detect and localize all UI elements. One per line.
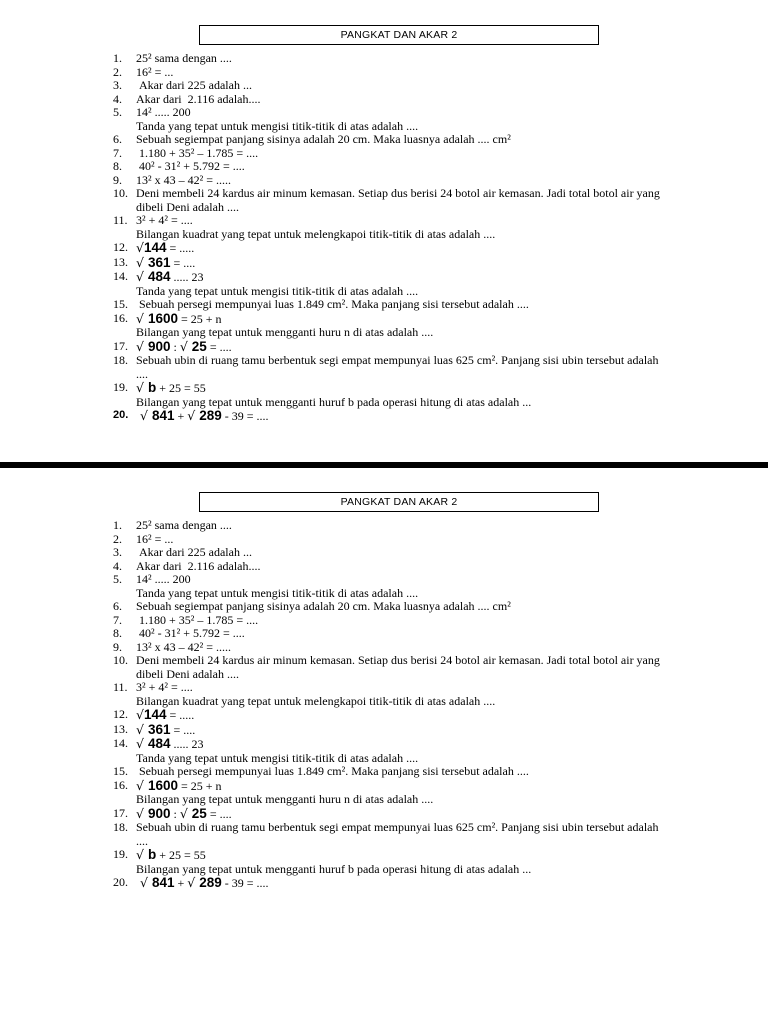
question-note	[0, 752, 768, 766]
sqrt-symbol: √	[187, 875, 200, 890]
question-number: 8.	[113, 159, 122, 173]
question-text: = .....	[166, 708, 195, 722]
sqrt-symbol: √	[187, 408, 200, 423]
question-text: 25² sama dengan ....	[136, 51, 232, 65]
sqrt-symbol: √	[179, 338, 192, 354]
question-text: Tanda yang tepat untuk mengisi titik-titik di atas adalah ....	[136, 118, 419, 133]
radicand: 361	[147, 254, 171, 270]
radicand: b	[147, 847, 157, 862]
question-number: 18.	[113, 353, 128, 367]
question-item	[0, 848, 768, 863]
operator: +	[174, 876, 188, 890]
question-text: Sebuah persegi mempunyai luas 1.849 cm². Maka panjang sisi tersebut adalah ....	[136, 297, 529, 311]
sqrt-symbol: √	[136, 777, 148, 793]
question-text: Bilangan kuadrat yang tepat untuk melengkapoi titik-titik di atas adalah ....	[136, 226, 496, 241]
worksheet-title: PANGKAT DAN AKAR 2	[199, 492, 599, 512]
question-text: - 39 = ....	[221, 409, 269, 423]
question-number: 19.	[113, 380, 128, 394]
question-number: 3.	[113, 545, 122, 559]
question-number: 18.	[113, 820, 128, 834]
sqrt-symbol: √	[136, 310, 148, 326]
question-item	[0, 681, 768, 695]
question-item	[0, 519, 768, 533]
question-text: Deni membeli 24 kardus air minum kemasan. Setiap dus berisi 24 botol air kemasan. Jadi total botol air yang dibeli Deni adalah ....	[136, 186, 663, 214]
question-text: Bilangan yang tepat untuk mengganti huru n di atas adalah ....	[136, 792, 434, 806]
question-item	[0, 52, 768, 66]
question-note	[0, 285, 768, 299]
question-number: 12.	[113, 240, 128, 254]
question-number: 3.	[113, 78, 122, 92]
question-text: 14² ..... 200	[136, 572, 191, 586]
question-number: 17.	[113, 805, 128, 820]
question-item	[0, 79, 768, 93]
question-note	[0, 120, 768, 134]
radicand: 25	[191, 805, 207, 821]
question-text: 16² = ...	[136, 64, 174, 79]
sqrt-symbol: √	[136, 707, 144, 722]
radicand: 484	[147, 736, 171, 751]
question-text: = 25 + n	[178, 778, 222, 793]
sqrt-symbol: √	[136, 240, 144, 255]
question-text: 40² - 31² + 5.792 = ....	[136, 159, 245, 173]
sqrt-symbol: √	[179, 805, 192, 821]
question-text: = ....	[170, 255, 196, 270]
question-item	[0, 174, 768, 188]
question-text: ..... 23	[170, 270, 204, 284]
question-item	[0, 614, 768, 628]
question-item	[0, 876, 768, 891]
question-number: 1.	[113, 518, 122, 532]
question-number: 13.	[113, 254, 128, 269]
question-text: Deni membeli 24 kardus air minum kemasan. Setiap dus berisi 24 botol air kemasan. Jadi total botol air yang dibeli Deni adalah ....	[136, 653, 663, 681]
question-text: Sebuah ubin di ruang tamu berbentuk segi empat mempunyai luas 625 cm². Panjang sisi ubin tersebut adalah ....	[136, 820, 662, 848]
question-text: - 39 = ....	[221, 876, 269, 890]
question-text: Bilangan kuadrat yang tepat untuk melengkapoi titik-titik di atas adalah ....	[136, 693, 496, 708]
question-item	[0, 381, 768, 396]
radicand: 1600	[147, 777, 178, 793]
question-item	[0, 340, 768, 355]
question-number: 15.	[113, 764, 128, 778]
question-text: ..... 23	[170, 737, 204, 751]
question-item	[0, 93, 768, 107]
question-item	[0, 312, 768, 327]
question-item	[0, 66, 768, 80]
question-number: 5.	[113, 572, 122, 586]
question-number: 1.	[113, 51, 122, 65]
radicand: 289	[199, 408, 222, 423]
sqrt-symbol: √	[136, 338, 148, 354]
radicand: 841	[151, 875, 175, 890]
question-note	[0, 587, 768, 601]
question-text: Sebuah persegi mempunyai luas 1.849 cm². Maka panjang sisi tersebut adalah ....	[136, 764, 529, 778]
question-text: 40² - 31² + 5.792 = ....	[136, 626, 245, 640]
question-text: Akar dari 2.116 adalah....	[136, 558, 261, 573]
question-text: 13² x 43 – 42² = .....	[136, 639, 231, 654]
question-number: 8.	[113, 626, 122, 640]
question-item	[0, 708, 768, 723]
question-number: 10.	[113, 653, 128, 667]
radicand: 841	[151, 408, 175, 423]
question-number: 20.	[113, 875, 128, 889]
radicand: 289	[199, 875, 222, 890]
question-number: 13.	[113, 721, 128, 736]
question-text: Tanda yang tepat untuk mengisi titik-titik di atas adalah ....	[136, 585, 419, 600]
question-list	[0, 52, 768, 424]
question-item	[0, 187, 768, 214]
question-item	[0, 546, 768, 560]
question-text: Sebuah segiempat panjang sisinya adalah 20 cm. Maka luasnya adalah .... cm²	[136, 132, 511, 146]
radicand: 484	[147, 269, 171, 284]
radicand: b	[147, 380, 157, 395]
question-number: 2.	[113, 64, 122, 79]
sqrt-symbol: √	[136, 721, 148, 737]
sqrt-symbol: √	[136, 847, 148, 862]
operator: :	[170, 806, 180, 821]
question-note	[0, 326, 768, 340]
radicand: 25	[191, 338, 207, 354]
question-text: + 25 = 55	[156, 848, 206, 862]
question-number: 2.	[113, 531, 122, 546]
question-item	[0, 573, 768, 587]
question-text: Bilangan yang tepat untuk mengganti huru n di atas adalah ....	[136, 325, 434, 339]
question-item	[0, 270, 768, 285]
question-text: Sebuah ubin di ruang tamu berbentuk segi empat mempunyai luas 625 cm². Panjang sisi ubin tersebut adalah ....	[136, 353, 662, 381]
question-number: 9.	[113, 639, 122, 654]
question-number: 17.	[113, 338, 128, 353]
question-text: + 25 = 55	[156, 381, 206, 395]
sqrt-symbol: √	[136, 408, 152, 423]
question-text: 25² sama dengan ....	[136, 518, 232, 532]
question-item	[0, 654, 768, 681]
question-item	[0, 600, 768, 614]
sqrt-symbol: √	[136, 875, 152, 890]
question-number: 5.	[113, 105, 122, 119]
question-item	[0, 560, 768, 574]
question-item	[0, 133, 768, 147]
question-text: Tanda yang tepat untuk mengisi titik-titik di atas adalah ....	[136, 750, 419, 765]
question-text: = ....	[170, 722, 196, 737]
question-note	[0, 228, 768, 242]
question-number: 7.	[113, 612, 122, 627]
question-text: 16² = ...	[136, 531, 174, 546]
question-text: Tanda yang tepat untuk mengisi titik-titik di atas adalah ....	[136, 283, 419, 298]
radicand: 1600	[147, 310, 178, 326]
question-item	[0, 354, 768, 381]
question-number: 16.	[113, 310, 128, 325]
question-number: 11.	[113, 213, 128, 227]
operator: :	[170, 339, 180, 354]
radicand: 900	[147, 338, 171, 354]
question-item	[0, 241, 768, 256]
sqrt-symbol: √	[136, 380, 148, 395]
sqrt-symbol: √	[136, 805, 148, 821]
question-number: 7.	[113, 145, 122, 160]
question-number: 4.	[113, 91, 122, 106]
radicand: 361	[147, 721, 171, 737]
question-number: 6.	[113, 132, 122, 146]
question-text: 1.180 + 35² – 1.785 = ....	[136, 612, 259, 627]
question-number: 20.	[113, 409, 129, 421]
operator: +	[174, 409, 188, 423]
question-text: 14² ..... 200	[136, 105, 191, 119]
question-number: 19.	[113, 847, 128, 861]
question-number: 9.	[113, 172, 122, 187]
page-divider	[0, 462, 768, 468]
question-text: Akar dari 225 adalah ...	[136, 78, 252, 92]
question-item	[0, 641, 768, 655]
question-item	[0, 533, 768, 547]
question-text: 1.180 + 35² – 1.785 = ....	[136, 145, 259, 160]
question-number: 4.	[113, 558, 122, 573]
question-text: Bilangan yang tepat untuk mengganti huruf b pada operasi hitung di atas adalah ...	[136, 861, 532, 876]
question-number: 16.	[113, 777, 128, 792]
question-item	[0, 627, 768, 641]
question-text: Bilangan yang tepat untuk mengganti huruf b pada operasi hitung di atas adalah ...	[136, 394, 532, 409]
question-item	[0, 106, 768, 120]
question-note	[0, 793, 768, 807]
question-number: 10.	[113, 186, 128, 200]
question-number: 12.	[113, 707, 128, 721]
question-text: Akar dari 225 adalah ...	[136, 545, 252, 559]
question-item	[0, 807, 768, 822]
question-item	[0, 821, 768, 848]
radicand: 144	[143, 240, 167, 255]
question-item	[0, 256, 768, 271]
question-number: 15.	[113, 297, 128, 311]
question-text: 13² x 43 – 42² = .....	[136, 172, 231, 187]
question-item	[0, 737, 768, 752]
question-note	[0, 396, 768, 410]
question-item	[0, 723, 768, 738]
question-number: 14.	[113, 736, 128, 750]
question-text: = ....	[206, 339, 232, 354]
question-item	[0, 160, 768, 174]
question-text: 3² + 4² = ....	[136, 213, 193, 227]
question-number: 14.	[113, 269, 128, 283]
question-text: = .....	[166, 241, 195, 255]
question-text: = 25 + n	[178, 311, 222, 326]
question-item	[0, 214, 768, 228]
question-item	[0, 779, 768, 794]
question-note	[0, 695, 768, 709]
radicand: 900	[147, 805, 171, 821]
sqrt-symbol: √	[136, 254, 148, 270]
question-note	[0, 863, 768, 877]
sqrt-symbol: √	[136, 736, 148, 751]
question-list	[0, 519, 768, 891]
question-number: 6.	[113, 599, 122, 613]
sqrt-symbol: √	[136, 269, 148, 284]
question-text: Sebuah segiempat panjang sisinya adalah 20 cm. Maka luasnya adalah .... cm²	[136, 599, 511, 613]
question-item	[0, 409, 768, 424]
question-number: 11.	[113, 680, 128, 694]
question-item	[0, 765, 768, 779]
radicand: 144	[143, 707, 167, 722]
question-text: 3² + 4² = ....	[136, 680, 193, 694]
question-text: = ....	[206, 806, 232, 821]
question-item	[0, 147, 768, 161]
question-item	[0, 298, 768, 312]
question-text: Akar dari 2.116 adalah....	[136, 91, 261, 106]
worksheet-title: PANGKAT DAN AKAR 2	[199, 25, 599, 45]
